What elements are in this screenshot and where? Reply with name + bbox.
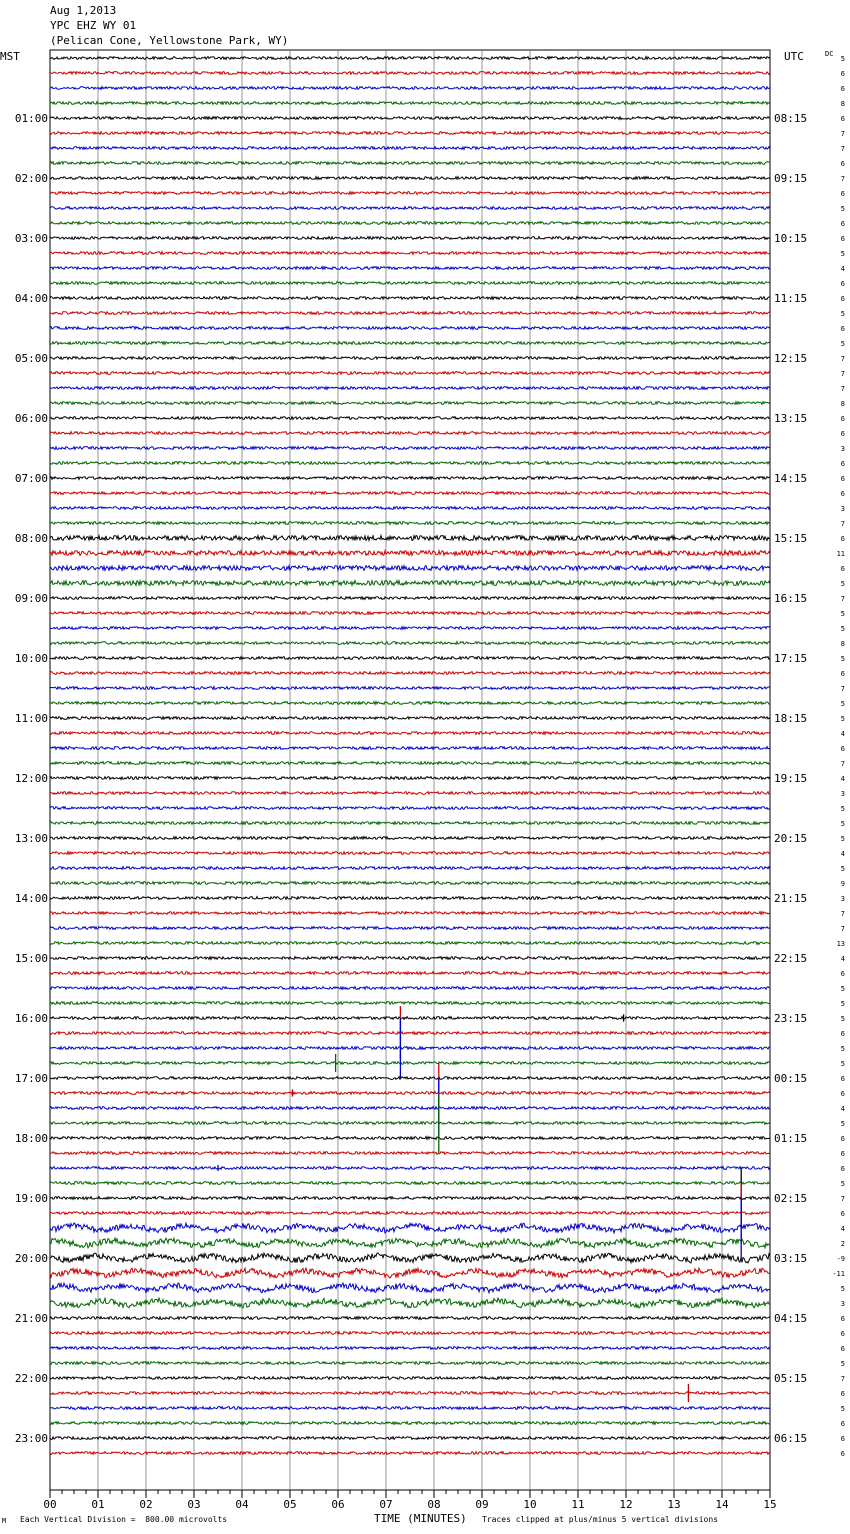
dc-offset-label: 6 bbox=[840, 115, 845, 123]
dc-offset-label: 6 bbox=[840, 1420, 845, 1428]
left-hour-label: 07:00 bbox=[14, 472, 48, 485]
dc-offset-label: 6 bbox=[840, 1150, 845, 1158]
trace-22 bbox=[50, 387, 770, 390]
x-tick-label: 03 bbox=[187, 1498, 201, 1511]
trace-23 bbox=[50, 402, 770, 405]
trace-6 bbox=[50, 147, 770, 150]
dc-offset-label: 7 bbox=[840, 370, 845, 378]
left-hour-label: 08:00 bbox=[14, 532, 48, 545]
trace-7 bbox=[50, 162, 770, 165]
right-hour-label: 17:15 bbox=[774, 652, 808, 665]
dc-offset-label: -9 bbox=[836, 1255, 845, 1263]
trace-65 bbox=[50, 1032, 770, 1035]
dc-offset-label: -11 bbox=[832, 1270, 845, 1278]
dc-offset-label: 5 bbox=[840, 310, 845, 318]
trace-12 bbox=[50, 237, 770, 240]
dc-offset-label: 6 bbox=[840, 280, 845, 288]
dc-offset-label: 6 bbox=[840, 85, 845, 93]
right-hour-label: 14:15 bbox=[774, 472, 808, 485]
right-hour-label: 13:15 bbox=[774, 412, 808, 425]
trace-51 bbox=[50, 822, 770, 825]
trace-33 bbox=[50, 551, 770, 556]
x-tick-label: 15 bbox=[763, 1498, 777, 1511]
x-tick-label: 10 bbox=[523, 1498, 537, 1511]
right-hour-label: 01:15 bbox=[774, 1132, 808, 1145]
trace-36 bbox=[50, 597, 770, 600]
dc-offset-label: 4 bbox=[840, 850, 845, 858]
dc-offset-label: 6 bbox=[840, 460, 845, 468]
dc-offset-label: 7 bbox=[840, 175, 845, 183]
left-hour-label: 19:00 bbox=[14, 1192, 48, 1205]
dc-offset-label: 7 bbox=[840, 130, 845, 138]
right-hour-label: 19:15 bbox=[774, 772, 808, 785]
trace-88 bbox=[50, 1377, 770, 1380]
x-tick-label: 04 bbox=[235, 1498, 249, 1511]
trace-72 bbox=[50, 1137, 770, 1140]
trace-35 bbox=[50, 581, 770, 586]
dc-offset-label: 5 bbox=[840, 655, 845, 663]
x-tick-label: 00 bbox=[43, 1498, 57, 1511]
dc-offset-label: 6 bbox=[840, 160, 845, 168]
x-tick-label: 02 bbox=[139, 1498, 153, 1511]
trace-40 bbox=[50, 657, 770, 660]
trace-29 bbox=[50, 492, 770, 495]
trace-85 bbox=[50, 1332, 770, 1335]
left-hour-label: 13:00 bbox=[14, 832, 48, 845]
dc-offset-label: 6 bbox=[840, 220, 845, 228]
trace-64 bbox=[50, 1017, 770, 1020]
left-hour-label: 02:00 bbox=[14, 172, 48, 185]
right-hour-label: 21:15 bbox=[774, 892, 808, 905]
dc-offset-label: 5 bbox=[840, 205, 845, 213]
x-tick-label: 08 bbox=[427, 1498, 441, 1511]
dc-offset-label: 3 bbox=[840, 445, 845, 453]
trace-14 bbox=[50, 267, 770, 270]
trace-31 bbox=[50, 522, 770, 525]
station-code: YPC EHZ WY 01 bbox=[50, 19, 137, 32]
plot-date: Aug 1,2013 bbox=[50, 4, 117, 17]
dc-offset-label: 5 bbox=[840, 1015, 845, 1023]
dc-offset-label: 5 bbox=[840, 250, 845, 258]
trace-53 bbox=[50, 852, 770, 855]
x-tick-label: 05 bbox=[283, 1498, 297, 1511]
left-hour-label: 14:00 bbox=[14, 892, 48, 905]
dc-offset-label: 7 bbox=[840, 925, 845, 933]
trace-79 bbox=[50, 1238, 770, 1248]
left-hour-label: 04:00 bbox=[14, 292, 48, 305]
dc-offset-label: 5 bbox=[840, 715, 845, 723]
trace-54 bbox=[50, 867, 770, 870]
dc-offset-label: 5 bbox=[840, 805, 845, 813]
trace-15 bbox=[50, 282, 770, 285]
dc-offset-label: 3 bbox=[840, 1300, 845, 1308]
trace-4 bbox=[50, 117, 770, 120]
trace-86 bbox=[50, 1347, 770, 1350]
right-timezone-label: UTC bbox=[784, 50, 804, 63]
trace-67 bbox=[50, 1062, 770, 1065]
x-tick-label: 01 bbox=[91, 1498, 105, 1511]
dc-offset-label: 6 bbox=[840, 235, 845, 243]
trace-26 bbox=[50, 447, 770, 450]
trace-44 bbox=[50, 717, 770, 720]
dc-column-label: DC bbox=[825, 50, 834, 58]
x-tick-label: 07 bbox=[379, 1498, 393, 1511]
right-hour-label: 02:15 bbox=[774, 1192, 808, 1205]
trace-89 bbox=[50, 1392, 770, 1395]
left-hour-label: 22:00 bbox=[14, 1372, 48, 1385]
dc-offset-label: 6 bbox=[840, 190, 845, 198]
station-location: (Pelican Cone, Yellowstone Park, WY) bbox=[50, 34, 289, 47]
dc-offset-label: 4 bbox=[840, 1225, 845, 1233]
dc-offset-label: 5 bbox=[840, 835, 845, 843]
left-hour-label: 06:00 bbox=[14, 412, 48, 425]
trace-80 bbox=[50, 1253, 770, 1263]
trace-60 bbox=[50, 957, 770, 960]
dc-offset-label: 5 bbox=[840, 1045, 845, 1053]
trace-63 bbox=[50, 1002, 770, 1005]
trace-21 bbox=[50, 372, 770, 375]
dc-offset-label: 8 bbox=[840, 100, 845, 108]
trace-24 bbox=[50, 417, 770, 420]
trace-84 bbox=[50, 1317, 770, 1320]
left-hour-label: 21:00 bbox=[14, 1312, 48, 1325]
dc-offset-label: 6 bbox=[840, 1450, 845, 1458]
trace-16 bbox=[50, 297, 770, 300]
dc-offset-label: 6 bbox=[840, 325, 845, 333]
trace-39 bbox=[50, 642, 770, 645]
dc-offset-label: 7 bbox=[840, 760, 845, 768]
trace-90 bbox=[50, 1407, 770, 1410]
left-hour-label: 09:00 bbox=[14, 592, 48, 605]
trace-13 bbox=[50, 252, 770, 255]
left-hour-label: 15:00 bbox=[14, 952, 48, 965]
dc-offset-label: 6 bbox=[840, 1075, 845, 1083]
dc-offset-label: 6 bbox=[840, 670, 845, 678]
trace-38 bbox=[50, 627, 770, 630]
trace-50 bbox=[50, 807, 770, 810]
trace-45 bbox=[50, 732, 770, 735]
trace-57 bbox=[50, 912, 770, 915]
trace-58 bbox=[50, 927, 770, 930]
right-hour-label: 08:15 bbox=[774, 112, 808, 125]
left-hour-label: 05:00 bbox=[14, 352, 48, 365]
dc-offset-label: 13 bbox=[836, 940, 845, 948]
dc-offset-label: 8 bbox=[840, 640, 845, 648]
dc-offset-label: 5 bbox=[840, 1405, 845, 1413]
dc-offset-label: 6 bbox=[840, 70, 845, 78]
x-tick-label: 09 bbox=[475, 1498, 489, 1511]
dc-offset-label: 5 bbox=[840, 580, 845, 588]
dc-offset-label: 6 bbox=[840, 1210, 845, 1218]
trace-3 bbox=[50, 102, 770, 105]
right-hour-label: 06:15 bbox=[774, 1432, 808, 1445]
scale-note: Each Vertical Division = 800.00 microvolts bbox=[20, 1515, 228, 1524]
clip-note: Traces clipped at plus/minus 5 vertical divisions bbox=[482, 1515, 719, 1524]
dc-offset-label: 5 bbox=[840, 625, 845, 633]
dc-offset-label: 6 bbox=[840, 565, 845, 573]
x-tick-label: 14 bbox=[715, 1498, 729, 1511]
dc-offset-label: 11 bbox=[836, 550, 845, 558]
trace-87 bbox=[50, 1362, 770, 1365]
trace-78 bbox=[50, 1223, 770, 1233]
left-hour-label: 18:00 bbox=[14, 1132, 48, 1145]
trace-34 bbox=[50, 566, 770, 571]
dc-offset-label: 7 bbox=[840, 1195, 845, 1203]
left-hour-label: 03:00 bbox=[14, 232, 48, 245]
trace-47 bbox=[50, 762, 770, 765]
dc-offset-label: 6 bbox=[840, 415, 845, 423]
corner-mark: M bbox=[2, 1517, 7, 1525]
dc-offset-label: 8 bbox=[840, 400, 845, 408]
x-tick-label: 11 bbox=[571, 1498, 585, 1511]
dc-offset-label: 4 bbox=[840, 955, 845, 963]
dc-offset-label: 6 bbox=[840, 1390, 845, 1398]
left-hour-label: 17:00 bbox=[14, 1072, 48, 1085]
dc-offset-label: 5 bbox=[840, 610, 845, 618]
trace-83 bbox=[50, 1298, 770, 1308]
x-axis-title: TIME (MINUTES) bbox=[374, 1512, 467, 1525]
dc-offset-label: 6 bbox=[840, 1315, 845, 1323]
dc-offset-label: 6 bbox=[840, 490, 845, 498]
dc-offset-label: 5 bbox=[840, 340, 845, 348]
left-timezone-label: MST bbox=[0, 50, 20, 63]
trace-2 bbox=[50, 87, 770, 90]
dc-offset-label: 5 bbox=[840, 1120, 845, 1128]
left-hour-label: 20:00 bbox=[14, 1252, 48, 1265]
trace-82 bbox=[50, 1283, 770, 1293]
dc-offset-label: 6 bbox=[840, 1090, 845, 1098]
dc-offset-label: 7 bbox=[840, 595, 845, 603]
dc-offset-label: 5 bbox=[840, 865, 845, 873]
x-tick-label: 12 bbox=[619, 1498, 633, 1511]
dc-offset-label: 3 bbox=[840, 505, 845, 513]
trace-5 bbox=[50, 132, 770, 135]
trace-42 bbox=[50, 687, 770, 690]
right-hour-label: 22:15 bbox=[774, 952, 808, 965]
dc-offset-label: 7 bbox=[840, 355, 845, 363]
dc-offset-label: 5 bbox=[840, 1060, 845, 1068]
left-hour-label: 16:00 bbox=[14, 1012, 48, 1025]
trace-11 bbox=[50, 222, 770, 225]
right-hour-label: 12:15 bbox=[774, 352, 808, 365]
trace-77 bbox=[50, 1212, 770, 1215]
right-hour-label: 09:15 bbox=[774, 172, 808, 185]
dc-offset-label: 6 bbox=[840, 1165, 845, 1173]
dc-offset-label: 7 bbox=[840, 1375, 845, 1383]
trace-17 bbox=[50, 312, 770, 315]
right-hour-label: 03:15 bbox=[774, 1252, 808, 1265]
trace-92 bbox=[50, 1437, 770, 1440]
trace-75 bbox=[50, 1182, 770, 1185]
dc-offset-label: 6 bbox=[840, 1135, 845, 1143]
axis-labels bbox=[15, 55, 845, 1511]
trace-71 bbox=[50, 1122, 770, 1125]
x-tick-label: 13 bbox=[667, 1498, 681, 1511]
dc-offset-label: 5 bbox=[840, 820, 845, 828]
dc-offset-label: 2 bbox=[840, 1240, 845, 1248]
trace-28 bbox=[50, 477, 770, 480]
right-hour-label: 18:15 bbox=[774, 712, 808, 725]
dc-offset-label: 7 bbox=[840, 385, 845, 393]
right-hour-label: 23:15 bbox=[774, 1012, 808, 1025]
trace-81 bbox=[50, 1268, 770, 1278]
dc-offset-label: 5 bbox=[840, 700, 845, 708]
right-hour-label: 04:15 bbox=[774, 1312, 808, 1325]
dc-offset-label: 7 bbox=[840, 910, 845, 918]
trace-69 bbox=[50, 1092, 770, 1095]
dc-offset-label: 6 bbox=[840, 1330, 845, 1338]
trace-62 bbox=[50, 987, 770, 990]
trace-46 bbox=[50, 747, 770, 750]
left-hour-label: 12:00 bbox=[14, 772, 48, 785]
right-hour-label: 11:15 bbox=[774, 292, 808, 305]
trace-43 bbox=[50, 702, 770, 705]
trace-66 bbox=[50, 1047, 770, 1050]
dc-offset-label: 5 bbox=[840, 1360, 845, 1368]
seismic-traces bbox=[50, 57, 770, 1455]
left-hour-label: 10:00 bbox=[14, 652, 48, 665]
trace-55 bbox=[50, 882, 770, 885]
dc-offset-label: 7 bbox=[840, 520, 845, 528]
trace-70 bbox=[50, 1107, 770, 1110]
right-hour-label: 15:15 bbox=[774, 532, 808, 545]
trace-9 bbox=[50, 192, 770, 195]
dc-offset-label: 6 bbox=[840, 535, 845, 543]
x-tick-label: 06 bbox=[331, 1498, 345, 1511]
trace-48 bbox=[50, 777, 770, 780]
dc-offset-label: 6 bbox=[840, 475, 845, 483]
dc-offset-label: 7 bbox=[840, 145, 845, 153]
trace-41 bbox=[50, 672, 770, 675]
trace-37 bbox=[50, 612, 770, 615]
trace-74 bbox=[50, 1167, 770, 1170]
trace-27 bbox=[50, 462, 770, 465]
dc-offset-label: 6 bbox=[840, 1345, 845, 1353]
trace-30 bbox=[50, 507, 770, 510]
dc-offset-label: 4 bbox=[840, 730, 845, 738]
trace-61 bbox=[50, 972, 770, 975]
trace-8 bbox=[50, 177, 770, 180]
trace-49 bbox=[50, 792, 770, 795]
right-hour-label: 16:15 bbox=[774, 592, 808, 605]
trace-91 bbox=[50, 1422, 770, 1425]
trace-59 bbox=[50, 942, 770, 945]
dc-offset-label: 3 bbox=[840, 790, 845, 798]
dc-offset-label: 6 bbox=[840, 745, 845, 753]
trace-76 bbox=[50, 1197, 770, 1200]
right-hour-label: 05:15 bbox=[774, 1372, 808, 1385]
trace-56 bbox=[50, 897, 770, 900]
dc-offset-label: 9 bbox=[840, 880, 845, 888]
trace-1 bbox=[50, 72, 770, 75]
right-hour-label: 20:15 bbox=[774, 832, 808, 845]
left-hour-label: 23:00 bbox=[14, 1432, 48, 1445]
trace-20 bbox=[50, 357, 770, 360]
dc-offset-label: 5 bbox=[840, 55, 845, 63]
dc-offset-label: 3 bbox=[840, 895, 845, 903]
trace-25 bbox=[50, 432, 770, 435]
trace-19 bbox=[50, 342, 770, 345]
left-hour-label: 01:00 bbox=[14, 112, 48, 125]
dc-offset-label: 5 bbox=[840, 1000, 845, 1008]
dc-offset-label: 5 bbox=[840, 1180, 845, 1188]
dc-offset-label: 5 bbox=[840, 1285, 845, 1293]
right-hour-label: 10:15 bbox=[774, 232, 808, 245]
dc-offset-label: 6 bbox=[840, 430, 845, 438]
trace-68 bbox=[50, 1077, 770, 1080]
left-hour-label: 11:00 bbox=[14, 712, 48, 725]
right-hour-label: 00:15 bbox=[774, 1072, 808, 1085]
dc-offset-label: 6 bbox=[840, 295, 845, 303]
trace-0 bbox=[50, 57, 770, 60]
dc-offset-label: 4 bbox=[840, 265, 845, 273]
dc-offset-label: 6 bbox=[840, 970, 845, 978]
dc-offset-label: 6 bbox=[840, 1435, 845, 1443]
dc-offset-label: 4 bbox=[840, 1105, 845, 1113]
trace-93 bbox=[50, 1452, 770, 1455]
trace-10 bbox=[50, 207, 770, 210]
dc-offset-label: 5 bbox=[840, 985, 845, 993]
dc-offset-label: 4 bbox=[840, 775, 845, 783]
dc-offset-label: 7 bbox=[840, 685, 845, 693]
trace-52 bbox=[50, 837, 770, 840]
dc-offset-label: 6 bbox=[840, 1030, 845, 1038]
trace-73 bbox=[50, 1152, 770, 1155]
trace-32 bbox=[50, 536, 770, 541]
trace-18 bbox=[50, 327, 770, 330]
